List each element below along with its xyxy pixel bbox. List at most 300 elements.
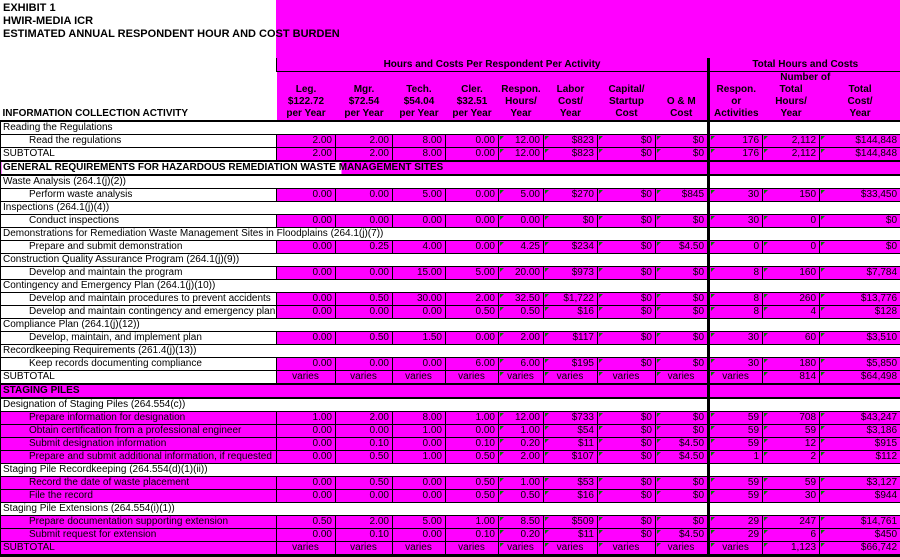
value-cell-total-cost-year: $450: [820, 528, 900, 541]
value-cell-number-respon-activities: varies: [709, 370, 763, 384]
activity-label: Perform waste analysis: [1, 188, 277, 201]
activity-row: [1, 134, 900, 147]
cell-flag-triangle-icon: [711, 333, 715, 337]
value-cell-total-hours-year: 814: [763, 370, 820, 384]
value-cell-leg-rate: 0.00: [277, 528, 336, 541]
row-filler: [709, 279, 900, 292]
value-cell-tech-rate: 0.00: [393, 476, 446, 489]
value-cell-total-cost-year: $5,850: [820, 357, 900, 370]
subtotal-row: [1, 147, 900, 161]
category-row: [1, 227, 900, 240]
value-cell-labor-cost-year: $973: [544, 266, 598, 279]
cell-flag-triangle-icon: [657, 478, 661, 482]
cell-flag-triangle-icon: [599, 413, 603, 417]
cell-flag-triangle-icon: [500, 136, 504, 140]
value-cell-om-cost: $0: [656, 489, 709, 502]
cell-flag-triangle-icon: [657, 491, 661, 495]
value-cell-respon-hours-year: 0.20: [499, 528, 544, 541]
category-row: [1, 201, 900, 214]
cell-flag-triangle-icon: [599, 478, 603, 482]
value-cell-om-cost: $0: [656, 411, 709, 424]
cell-flag-triangle-icon: [657, 413, 661, 417]
cell-flag-triangle-icon: [545, 517, 549, 521]
value-cell-mgr-rate: 0.10: [336, 528, 393, 541]
value-cell-number-respon-activities: 29: [709, 515, 763, 528]
value-cell-number-respon-activities: 1: [709, 450, 763, 463]
cell-flag-triangle-icon: [500, 372, 504, 376]
value-cell-cler-rate: varies: [446, 370, 499, 384]
table-header: [1, 58, 900, 121]
value-cell-capital-startup-cost: $0: [598, 437, 656, 450]
cell-flag-triangle-icon: [821, 216, 825, 220]
activity-label: Prepare and submit demonstration: [1, 240, 277, 253]
cell-flag-triangle-icon: [711, 359, 715, 363]
cell-flag-triangle-icon: [821, 426, 825, 430]
value-cell-respon-hours-year: varies: [499, 370, 544, 384]
value-cell-respon-hours-year: 2.00: [499, 331, 544, 344]
value-cell-leg-rate: varies: [277, 541, 336, 555]
value-cell-tech-rate: 5.00: [393, 188, 446, 201]
section-header-row: [1, 384, 900, 398]
value-cell-total-hours-year: 0: [763, 214, 820, 227]
col-header-om-cost: O & M Cost: [656, 84, 709, 121]
value-cell-capital-startup-cost: $0: [598, 188, 656, 201]
value-cell-respon-hours-year: 20.00: [499, 266, 544, 279]
value-cell-labor-cost-year: $53: [544, 476, 598, 489]
value-cell-labor-cost-year: $1,722: [544, 292, 598, 305]
value-cell-tech-rate: 15.00: [393, 266, 446, 279]
col-header-mgr-rate: Mgr. $72.54 per Year: [336, 84, 393, 121]
category-row: [1, 279, 900, 292]
value-cell-total-hours-year: 2,112: [763, 134, 820, 147]
col-header-labor-cost-year: Labor Cost/ Year: [544, 84, 598, 121]
cell-flag-triangle-icon: [711, 426, 715, 430]
category-label: Reading the Regulations: [1, 121, 709, 135]
cell-flag-triangle-icon: [500, 426, 504, 430]
group-header-spacer: [1, 58, 277, 71]
cell-flag-triangle-icon: [711, 452, 715, 456]
cell-flag-triangle-icon: [500, 452, 504, 456]
value-cell-total-cost-year: $64,498: [820, 370, 900, 384]
cell-flag-triangle-icon: [764, 543, 768, 547]
col-header-number-respon-activities: Respon. or Activities: [709, 84, 763, 121]
value-cell-labor-cost-year: $270: [544, 188, 598, 201]
cell-flag-triangle-icon: [500, 190, 504, 194]
cell-flag-triangle-icon: [599, 491, 603, 495]
value-cell-tech-rate: 0.00: [393, 437, 446, 450]
category-label: Construction Quality Assurance Program (264.1(j)(9)): [1, 253, 709, 266]
value-cell-total-hours-year: 150: [763, 188, 820, 201]
value-cell-total-hours-year: 2: [763, 450, 820, 463]
value-cell-labor-cost-year: $509: [544, 515, 598, 528]
col-header-tech-rate: Tech. $54.04 per Year: [393, 84, 446, 121]
value-cell-leg-rate: 0.00: [277, 331, 336, 344]
cell-flag-triangle-icon: [545, 242, 549, 246]
value-cell-mgr-rate: varies: [336, 370, 393, 384]
cell-flag-triangle-icon: [821, 439, 825, 443]
value-cell-labor-cost-year: $11: [544, 437, 598, 450]
value-cell-number-respon-activities: 176: [709, 147, 763, 161]
value-cell-total-cost-year: $144,848: [820, 134, 900, 147]
cell-flag-triangle-icon: [821, 413, 825, 417]
category-label: Recordkeeping Requirements (261.4(j)(13)): [1, 344, 709, 357]
value-cell-leg-rate: 0.00: [277, 188, 336, 201]
cell-flag-triangle-icon: [764, 333, 768, 337]
cell-flag-triangle-icon: [821, 136, 825, 140]
value-cell-total-cost-year: $13,776: [820, 292, 900, 305]
table-body: [1, 121, 900, 556]
value-cell-total-hours-year: 708: [763, 411, 820, 424]
value-cell-tech-rate: 1.00: [393, 450, 446, 463]
value-cell-tech-rate: varies: [393, 370, 446, 384]
cell-flag-triangle-icon: [545, 149, 549, 153]
value-cell-total-cost-year: $14,761: [820, 515, 900, 528]
value-cell-mgr-rate: 0.00: [336, 357, 393, 370]
value-cell-mgr-rate: 0.00: [336, 266, 393, 279]
value-cell-mgr-rate: 0.10: [336, 437, 393, 450]
cell-flag-triangle-icon: [500, 543, 504, 547]
activity-row: [1, 331, 900, 344]
value-cell-respon-hours-year: varies: [499, 541, 544, 555]
cell-flag-triangle-icon: [545, 413, 549, 417]
cell-flag-triangle-icon: [764, 307, 768, 311]
value-cell-number-respon-activities: 8: [709, 292, 763, 305]
cell-flag-triangle-icon: [500, 439, 504, 443]
value-cell-om-cost: $0: [656, 147, 709, 161]
value-cell-leg-rate: 0.00: [277, 214, 336, 227]
cell-flag-triangle-icon: [500, 268, 504, 272]
category-row: [1, 344, 900, 357]
activity-row: [1, 305, 900, 318]
value-cell-capital-startup-cost: $0: [598, 214, 656, 227]
cell-flag-triangle-icon: [599, 452, 603, 456]
value-cell-leg-rate: 2.00: [277, 134, 336, 147]
value-cell-leg-rate: 0.00: [277, 292, 336, 305]
value-cell-leg-rate: 0.00: [277, 305, 336, 318]
value-cell-cler-rate: 0.00: [446, 134, 499, 147]
value-cell-number-respon-activities: 59: [709, 489, 763, 502]
value-cell-labor-cost-year: $0: [544, 214, 598, 227]
value-cell-respon-hours-year: 1.00: [499, 476, 544, 489]
activity-label: Keep records documenting compliance: [1, 357, 277, 370]
cell-flag-triangle-icon: [711, 543, 715, 547]
cell-flag-triangle-icon: [500, 413, 504, 417]
activity-label: Prepare information for designation: [1, 411, 277, 424]
cell-flag-triangle-icon: [657, 333, 661, 337]
cell-flag-triangle-icon: [821, 517, 825, 521]
value-cell-capital-startup-cost: varies: [598, 370, 656, 384]
value-cell-number-respon-activities: 59: [709, 424, 763, 437]
cell-flag-triangle-icon: [599, 216, 603, 220]
cell-flag-triangle-icon: [545, 426, 549, 430]
value-cell-mgr-rate: 0.00: [336, 424, 393, 437]
value-cell-leg-rate: 2.00: [277, 147, 336, 161]
activity-row: [1, 424, 900, 437]
cell-flag-triangle-icon: [500, 149, 504, 153]
value-cell-cler-rate: 1.00: [446, 515, 499, 528]
value-cell-tech-rate: 0.00: [393, 528, 446, 541]
value-cell-respon-hours-year: 0.00: [499, 214, 544, 227]
value-cell-cler-rate: 0.00: [446, 188, 499, 201]
cell-flag-triangle-icon: [599, 359, 603, 363]
value-cell-total-hours-year: 260: [763, 292, 820, 305]
col-header-leg-rate: Leg. $122.72 per Year: [277, 84, 336, 121]
cell-flag-triangle-icon: [599, 307, 603, 311]
value-cell-cler-rate: 0.00: [446, 147, 499, 161]
value-cell-number-respon-activities: 8: [709, 305, 763, 318]
value-cell-capital-startup-cost: $0: [598, 147, 656, 161]
value-cell-number-respon-activities: varies: [709, 541, 763, 555]
row-filler: [709, 398, 900, 412]
value-cell-respon-hours-year: 1.00: [499, 424, 544, 437]
cell-flag-triangle-icon: [599, 149, 603, 153]
cell-flag-triangle-icon: [657, 372, 661, 376]
cell-flag-triangle-icon: [599, 372, 603, 376]
cell-flag-triangle-icon: [764, 372, 768, 376]
value-cell-mgr-rate: 0.50: [336, 450, 393, 463]
activity-row: [1, 266, 900, 279]
col-header-cler-rate: Cler. $32.51 per Year: [446, 84, 499, 121]
activity-row: [1, 240, 900, 253]
value-cell-total-cost-year: $915: [820, 437, 900, 450]
cell-flag-triangle-icon: [821, 543, 825, 547]
value-cell-number-respon-activities: 59: [709, 476, 763, 489]
value-cell-total-hours-year: 247: [763, 515, 820, 528]
col-header-capital-startup-cost: Capital/ Startup Cost: [598, 84, 656, 121]
activity-row: [1, 357, 900, 370]
row-filler: [709, 161, 900, 175]
value-cell-labor-cost-year: $195: [544, 357, 598, 370]
value-cell-respon-hours-year: 12.00: [499, 147, 544, 161]
cell-flag-triangle-icon: [764, 491, 768, 495]
cell-flag-triangle-icon: [545, 543, 549, 547]
cell-flag-triangle-icon: [500, 478, 504, 482]
activity-label: Read the regulations: [1, 134, 277, 147]
cell-flag-triangle-icon: [657, 216, 661, 220]
value-cell-om-cost: $0: [656, 305, 709, 318]
value-cell-om-cost: $845: [656, 188, 709, 201]
value-cell-leg-rate: 0.50: [277, 515, 336, 528]
cell-flag-triangle-icon: [599, 426, 603, 430]
activity-row: [1, 450, 900, 463]
value-cell-om-cost: $4.50: [656, 437, 709, 450]
cell-flag-triangle-icon: [764, 216, 768, 220]
value-cell-capital-startup-cost: $0: [598, 357, 656, 370]
category-row: [1, 502, 900, 515]
value-cell-number-respon-activities: 176: [709, 134, 763, 147]
activity-row: [1, 188, 900, 201]
cell-flag-triangle-icon: [764, 426, 768, 430]
cell-flag-triangle-icon: [711, 190, 715, 194]
value-cell-cler-rate: 5.00: [446, 266, 499, 279]
value-cell-total-cost-year: $66,742: [820, 541, 900, 555]
value-cell-number-respon-activities: 30: [709, 214, 763, 227]
cell-flag-triangle-icon: [764, 136, 768, 140]
cell-flag-triangle-icon: [545, 359, 549, 363]
section-label: GENERAL REQUIREMENTS FOR HAZARDOUS REMEDIATION WASTE MANAGEMENT SITES: [1, 161, 709, 175]
value-cell-total-cost-year: $3,510: [820, 331, 900, 344]
value-cell-om-cost: $0: [656, 266, 709, 279]
activity-label: Submit request for extension: [1, 528, 277, 541]
value-cell-tech-rate: 0.00: [393, 489, 446, 502]
category-label: Waste Analysis (264.1(j)(2)): [1, 175, 709, 189]
cell-flag-triangle-icon: [821, 307, 825, 311]
value-cell-leg-rate: 0.00: [277, 437, 336, 450]
cell-flag-triangle-icon: [657, 136, 661, 140]
information-collection-activity-header: INFORMATION COLLECTION ACTIVITY: [1, 84, 277, 121]
activity-row: [1, 214, 900, 227]
cell-flag-triangle-icon: [821, 372, 825, 376]
value-cell-mgr-rate: 0.25: [336, 240, 393, 253]
value-cell-respon-hours-year: 0.20: [499, 437, 544, 450]
cell-flag-triangle-icon: [711, 268, 715, 272]
value-cell-capital-startup-cost: $0: [598, 292, 656, 305]
cell-flag-triangle-icon: [711, 242, 715, 246]
value-cell-respon-hours-year: 12.00: [499, 134, 544, 147]
value-cell-mgr-rate: 0.00: [336, 305, 393, 318]
value-cell-mgr-rate: 0.50: [336, 331, 393, 344]
cell-flag-triangle-icon: [657, 242, 661, 246]
subtotal-row: [1, 541, 900, 555]
value-cell-total-hours-year: 160: [763, 266, 820, 279]
value-cell-number-respon-activities: 30: [709, 188, 763, 201]
value-cell-total-cost-year: $112: [820, 450, 900, 463]
value-cell-respon-hours-year: 0.50: [499, 489, 544, 502]
cell-flag-triangle-icon: [764, 530, 768, 534]
value-cell-labor-cost-year: $117: [544, 331, 598, 344]
cell-flag-triangle-icon: [711, 307, 715, 311]
value-cell-om-cost: $0: [656, 515, 709, 528]
value-cell-labor-cost-year: $823: [544, 147, 598, 161]
value-cell-respon-hours-year: 8.50: [499, 515, 544, 528]
cell-flag-triangle-icon: [711, 136, 715, 140]
activity-label: File the record: [1, 489, 277, 502]
cell-flag-triangle-icon: [711, 439, 715, 443]
cell-flag-triangle-icon: [500, 216, 504, 220]
value-cell-mgr-rate: 0.00: [336, 214, 393, 227]
value-cell-total-cost-year: $7,784: [820, 266, 900, 279]
value-cell-capital-startup-cost: $0: [598, 450, 656, 463]
value-cell-capital-startup-cost: varies: [598, 541, 656, 555]
exhibit-subtitle: HWIR-MEDIA ICR: [3, 15, 340, 28]
value-cell-number-respon-activities: 29: [709, 528, 763, 541]
value-cell-total-cost-year: $128: [820, 305, 900, 318]
value-cell-labor-cost-year: $16: [544, 305, 598, 318]
value-cell-cler-rate: 0.50: [446, 450, 499, 463]
value-cell-tech-rate: 0.00: [393, 357, 446, 370]
cell-flag-triangle-icon: [545, 268, 549, 272]
value-cell-total-cost-year: $0: [820, 214, 900, 227]
activity-row: [1, 476, 900, 489]
col-header-respon-hours-year: Respon. Hours/ Year: [499, 84, 544, 121]
cell-flag-triangle-icon: [821, 242, 825, 246]
value-cell-tech-rate: 30.00: [393, 292, 446, 305]
cell-flag-triangle-icon: [599, 530, 603, 534]
cell-flag-triangle-icon: [821, 190, 825, 194]
activity-label: Conduct inspections: [1, 214, 277, 227]
value-cell-labor-cost-year: $823: [544, 134, 598, 147]
value-cell-tech-rate: 0.00: [393, 305, 446, 318]
value-cell-leg-rate: 1.00: [277, 411, 336, 424]
value-cell-tech-rate: varies: [393, 541, 446, 555]
cell-flag-triangle-icon: [657, 268, 661, 272]
value-cell-total-cost-year: $944: [820, 489, 900, 502]
value-cell-labor-cost-year: $733: [544, 411, 598, 424]
value-cell-respon-hours-year: 2.00: [499, 450, 544, 463]
value-cell-total-cost-year: $33,450: [820, 188, 900, 201]
value-cell-cler-rate: 0.50: [446, 305, 499, 318]
cell-flag-triangle-icon: [764, 190, 768, 194]
value-cell-mgr-rate: 2.00: [336, 411, 393, 424]
value-cell-leg-rate: 0.00: [277, 266, 336, 279]
number-of-spacer: [1, 71, 277, 84]
value-cell-capital-startup-cost: $0: [598, 134, 656, 147]
cell-flag-triangle-icon: [711, 491, 715, 495]
cell-flag-triangle-icon: [821, 333, 825, 337]
value-cell-cler-rate: 1.00: [446, 411, 499, 424]
cell-flag-triangle-icon: [657, 359, 661, 363]
value-cell-total-hours-year: 180: [763, 357, 820, 370]
cell-flag-triangle-icon: [545, 190, 549, 194]
value-cell-total-hours-year: 4: [763, 305, 820, 318]
cell-flag-triangle-icon: [599, 333, 603, 337]
cell-flag-triangle-icon: [545, 372, 549, 376]
cell-flag-triangle-icon: [657, 517, 661, 521]
value-cell-mgr-rate: 0.50: [336, 476, 393, 489]
category-row: [1, 318, 900, 331]
cell-flag-triangle-icon: [764, 478, 768, 482]
value-cell-cler-rate: 0.10: [446, 528, 499, 541]
activity-row: [1, 528, 900, 541]
cell-flag-triangle-icon: [711, 530, 715, 534]
value-cell-om-cost: $0: [656, 292, 709, 305]
category-row: [1, 175, 900, 189]
cell-flag-triangle-icon: [657, 307, 661, 311]
value-cell-capital-startup-cost: $0: [598, 266, 656, 279]
category-row: [1, 398, 900, 412]
value-cell-tech-rate: 8.00: [393, 147, 446, 161]
value-cell-respon-hours-year: 5.00: [499, 188, 544, 201]
value-cell-tech-rate: 1.00: [393, 424, 446, 437]
value-cell-capital-startup-cost: $0: [598, 424, 656, 437]
value-cell-cler-rate: varies: [446, 541, 499, 555]
cell-flag-triangle-icon: [764, 242, 768, 246]
value-cell-cler-rate: 0.50: [446, 476, 499, 489]
cell-flag-triangle-icon: [764, 268, 768, 272]
category-label: Contingency and Emergency Plan (264.1(j)(10)): [1, 279, 709, 292]
row-filler: [709, 227, 900, 240]
activity-row: [1, 437, 900, 450]
value-cell-labor-cost-year: $234: [544, 240, 598, 253]
value-cell-respon-hours-year: 4.25: [499, 240, 544, 253]
cell-flag-triangle-icon: [500, 294, 504, 298]
row-filler: [709, 384, 900, 398]
value-cell-capital-startup-cost: $0: [598, 528, 656, 541]
value-cell-mgr-rate: 0.00: [336, 188, 393, 201]
value-cell-cler-rate: 0.00: [446, 424, 499, 437]
col-header-total-hours-year: Total Hours/ Year: [763, 84, 820, 121]
activity-label: Prepare documentation supporting extension: [1, 515, 277, 528]
cell-flag-triangle-icon: [711, 478, 715, 482]
cell-flag-triangle-icon: [599, 517, 603, 521]
cell-flag-triangle-icon: [764, 149, 768, 153]
value-cell-number-respon-activities: 30: [709, 331, 763, 344]
value-cell-total-cost-year: $144,848: [820, 147, 900, 161]
value-cell-labor-cost-year: $107: [544, 450, 598, 463]
value-cell-number-respon-activities: 8: [709, 266, 763, 279]
subtotal-label: SUBTOTAL: [1, 541, 277, 555]
activity-label: Develop and maintain the program: [1, 266, 277, 279]
